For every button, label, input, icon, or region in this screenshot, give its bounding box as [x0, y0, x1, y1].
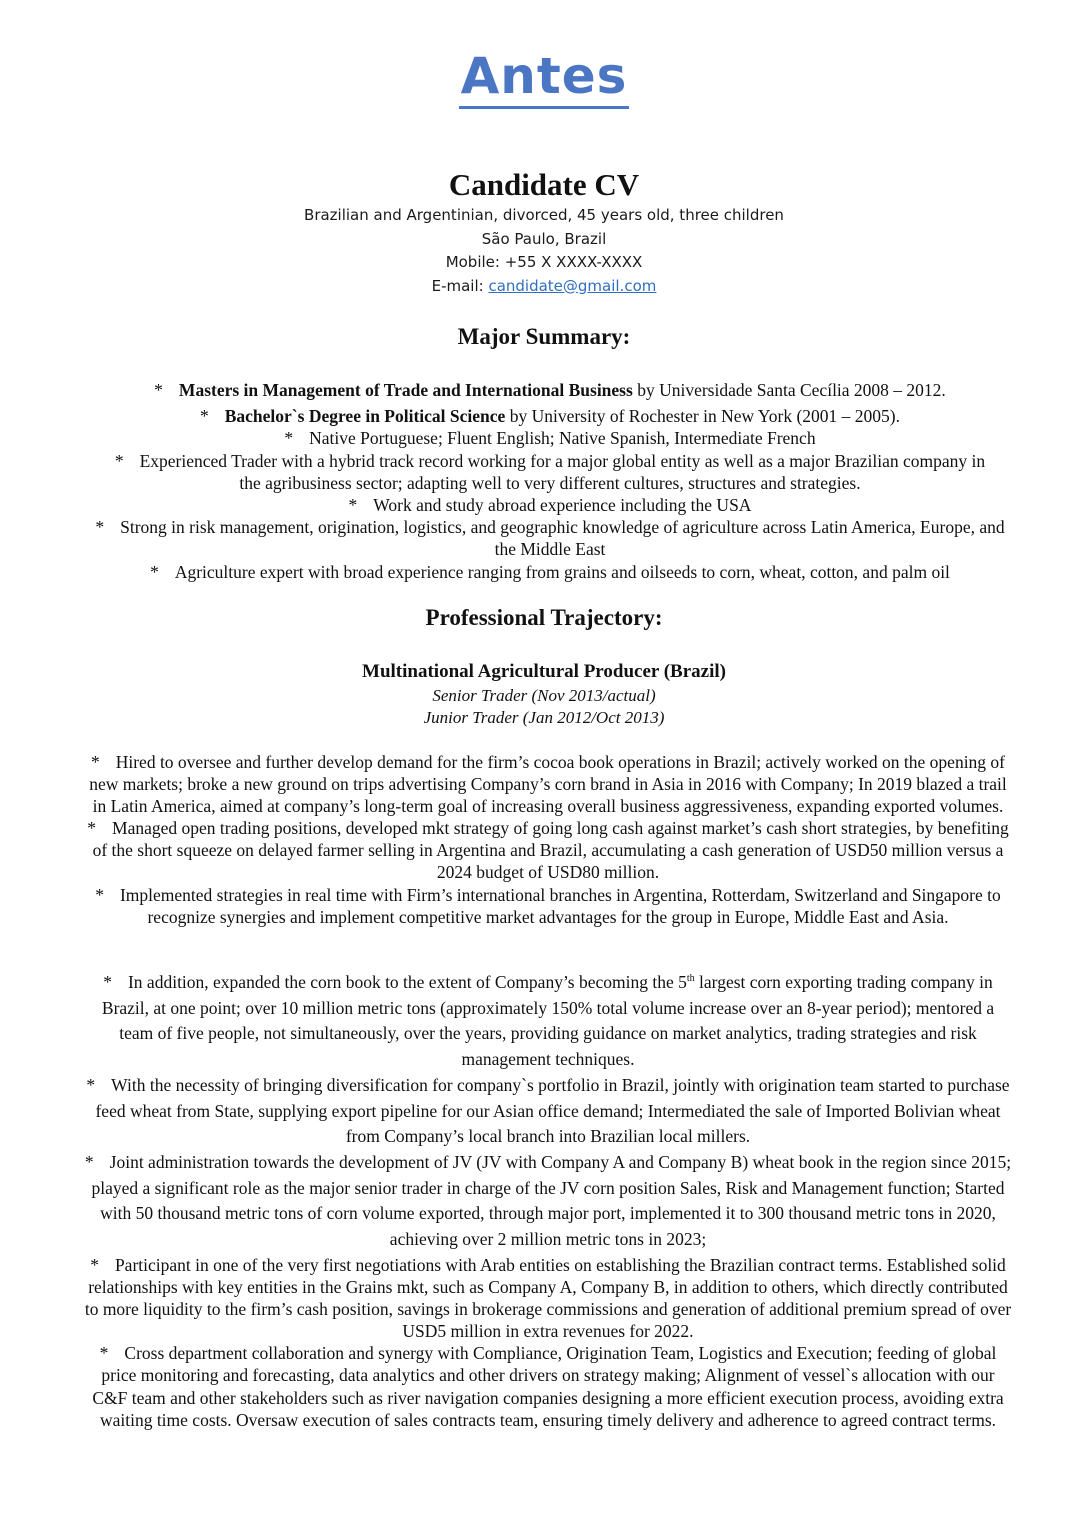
mobile: Mobile: +55 X XXXX-XXXX	[445, 253, 643, 271]
trajectory-bullet	[84, 970, 1012, 1073]
roles	[0, 685, 1088, 729]
banner-title-text: Antes	[459, 46, 630, 109]
summary-heading: Major Summary:	[457, 324, 631, 349]
bullet-text: Hired to oversee and further develop demand for the firm’s cocoa book operations in Brazil; actively worked on the opening of new markets; broke a new ground on trips advertising Company’s corn brand in Asia in 2016 with Company; In 2019 blazed a trail in Latin America, aimed at company’s long-term goal of increasing overall business aggressiveness, expanding exported volumes.	[89, 752, 1007, 817]
summary-item-text: by Universidade Santa Cecília 2008 – 2012.	[632, 380, 946, 400]
summary-item	[90, 427, 1010, 449]
summary-item	[90, 450, 1010, 494]
bullet-asterisk-icon: *	[103, 972, 112, 992]
role-junior: Junior Trader (Jan 2012/Oct 2013)	[423, 708, 665, 727]
summary-item	[90, 561, 1010, 583]
bullet-text: Implemented strategies in real time with Firm’s international branches in Argentina, Rotterdam, Switzerland and Singapore to recognize synergies and implement competitive market advantages for the group in Europe, Middle East and Asia.	[119, 884, 1001, 927]
banner-title	[0, 44, 1088, 109]
personal-details: Brazilian and Argentinian, divorced, 45 years old, three children	[304, 206, 784, 224]
summary-item-text: Strong in risk management, origination, logistics, and geographic knowledge of agriculture across Latin America, Europe, and the Middle East	[120, 517, 1005, 560]
trajectory-bullets-b	[84, 970, 1012, 1253]
bullet-text: In addition, expanded the corn book to the extent of Company’s becoming the 5	[127, 972, 687, 992]
bullet-asterisk-icon: *	[87, 818, 97, 839]
trajectory-bullets-a	[84, 751, 1012, 928]
bullet-text: Participant in one of the very first negotiations with Arab entities on establishing the Brazilian contract terms. Established solid relationships with key entities in the Grains mkt, such as Company A, Company B, in addition to others, which directly contributed to more liquidity to the firm’s cash position, savings in brokerage commissions and generation of additional premium spread of over USD5 million in extra revenues for 2022.	[84, 1255, 1012, 1342]
summary-item-text: Experienced Trader with a hybrid track record working for a major global entity as well as a major Brazilian company in the agribusiness sector; adapting well to very different cultures, structures and strategies.	[139, 450, 986, 493]
summary-item	[90, 494, 1010, 516]
summary-item-text: by University of Rochester in New York (2001 – 2005).	[505, 406, 900, 427]
trajectory-bullet	[84, 1150, 1012, 1253]
bullet-asterisk-icon: *	[90, 752, 100, 772]
trajectory-bullet	[84, 884, 1012, 928]
email-label: E-mail:	[431, 276, 489, 295]
trajectory-bullet	[84, 1342, 1012, 1430]
bullet-asterisk-icon: *	[114, 450, 124, 471]
email-line	[0, 275, 1088, 299]
summary-item	[90, 379, 1010, 401]
bullet-asterisk-icon: *	[284, 428, 294, 449]
bullet-text: Cross department collaboration and synergy with Compliance, Origination Team, Logistics and Execution; feeding of global price monitoring and forecasting, data analytics and other drivers on strategy making; Alignment of vessel`s allocation with our C&F team and other stakeholders such as river navigation companies designing a more efficient execution process, avoiding extra waiting time costs. Oversaw execution of sales contracts team, ensuring timely delivery and adherence to agreed contract terms.	[92, 1343, 1004, 1430]
summary-item-text: Agriculture expert with broad experience ranging from grains and oilseeds to corn, wheat, cotton, and palm oil	[174, 561, 950, 582]
bullet-asterisk-icon: *	[90, 1255, 99, 1275]
bullet-text: With the necessity of bringing diversification for company`s portfolio in Brazil, jointly with origination team started to purchase feed wheat from State, supplying export pipeline for our Asian office demand; Intermediated the sale of Imported Bolivian wheat from Company’s local branch into Brazilian local millers.	[95, 1074, 1010, 1147]
company-name: Multinational Agricultural Producer (Brazil)	[362, 661, 726, 682]
bullet-superscript: th	[686, 973, 695, 985]
summary-item-text: Work and study abroad experience including the USA	[373, 495, 752, 516]
contact-block	[0, 204, 1088, 298]
bullet-asterisk-icon: *	[348, 495, 358, 516]
summary-item-bold: Bachelor`s Degree in Political Science	[224, 406, 506, 427]
bullet-text: Managed open trading positions, developed mkt strategy of going long cash against market’s cash short strategies, by benefiting of the short squeeze on delayed farmer selling in Argentina and Brazil, accumulating a cash generation of USD50 million versus a 2024 budget of USD80 million.	[92, 818, 1009, 883]
trajectory-bullet	[84, 1073, 1012, 1150]
trajectory-bullet	[84, 817, 1012, 883]
bullet-asterisk-icon: *	[150, 561, 159, 582]
bullet-text: largest corn exporting trading company in Brazil, at one point; over 10 million metric tons (approximately 150% total volume increase over an 8-year period); mentored a team of five people, not simultaneously, over the years, providing guidance on market analytics, trading strategies and risk management techniques.	[101, 972, 995, 1070]
email-link[interactable]: candidate@gmail.com	[488, 276, 657, 295]
trajectory-heading: Professional Trajectory:	[425, 605, 663, 630]
role-senior: Senior Trader (Nov 2013/actual)	[432, 686, 656, 705]
cv-title: Candidate CV	[448, 167, 640, 202]
bullet-text: Joint administration towards the development of JV (JV with Company A and Company B) wheat book in the region since 2015; played a significant role as the major senior trader in charge of the JV corn position Sales, Risk and Management function; Started with 50 thousand metric tons of corn volume exported, through major port, implemented it to 300 thousand metric tons in 2020, achieving over 2 million metric tons in 2023;	[91, 1151, 1012, 1250]
summary-item	[90, 516, 1010, 560]
summary-item	[90, 405, 1010, 427]
bullet-asterisk-icon: *	[99, 1343, 109, 1364]
bullet-asterisk-icon: *	[84, 1151, 94, 1172]
trajectory-bullet	[84, 1254, 1012, 1342]
bullet-asterisk-icon: *	[154, 380, 163, 400]
summary-item-bold: Masters in Management of Trade and International Business	[178, 380, 633, 400]
summary-item-text: Native Portuguese; Fluent English; Native Spanish, Intermediate French	[309, 428, 816, 449]
bullet-asterisk-icon: *	[95, 884, 104, 905]
bullet-asterisk-icon: *	[95, 517, 105, 538]
summary-list	[90, 379, 1010, 583]
trajectory-bullets-c	[84, 1254, 1012, 1431]
bullet-asterisk-icon: *	[86, 1074, 96, 1095]
bullet-asterisk-icon: *	[199, 406, 209, 427]
trajectory-bullet	[84, 751, 1012, 817]
location: São Paulo, Brazil	[481, 229, 607, 248]
